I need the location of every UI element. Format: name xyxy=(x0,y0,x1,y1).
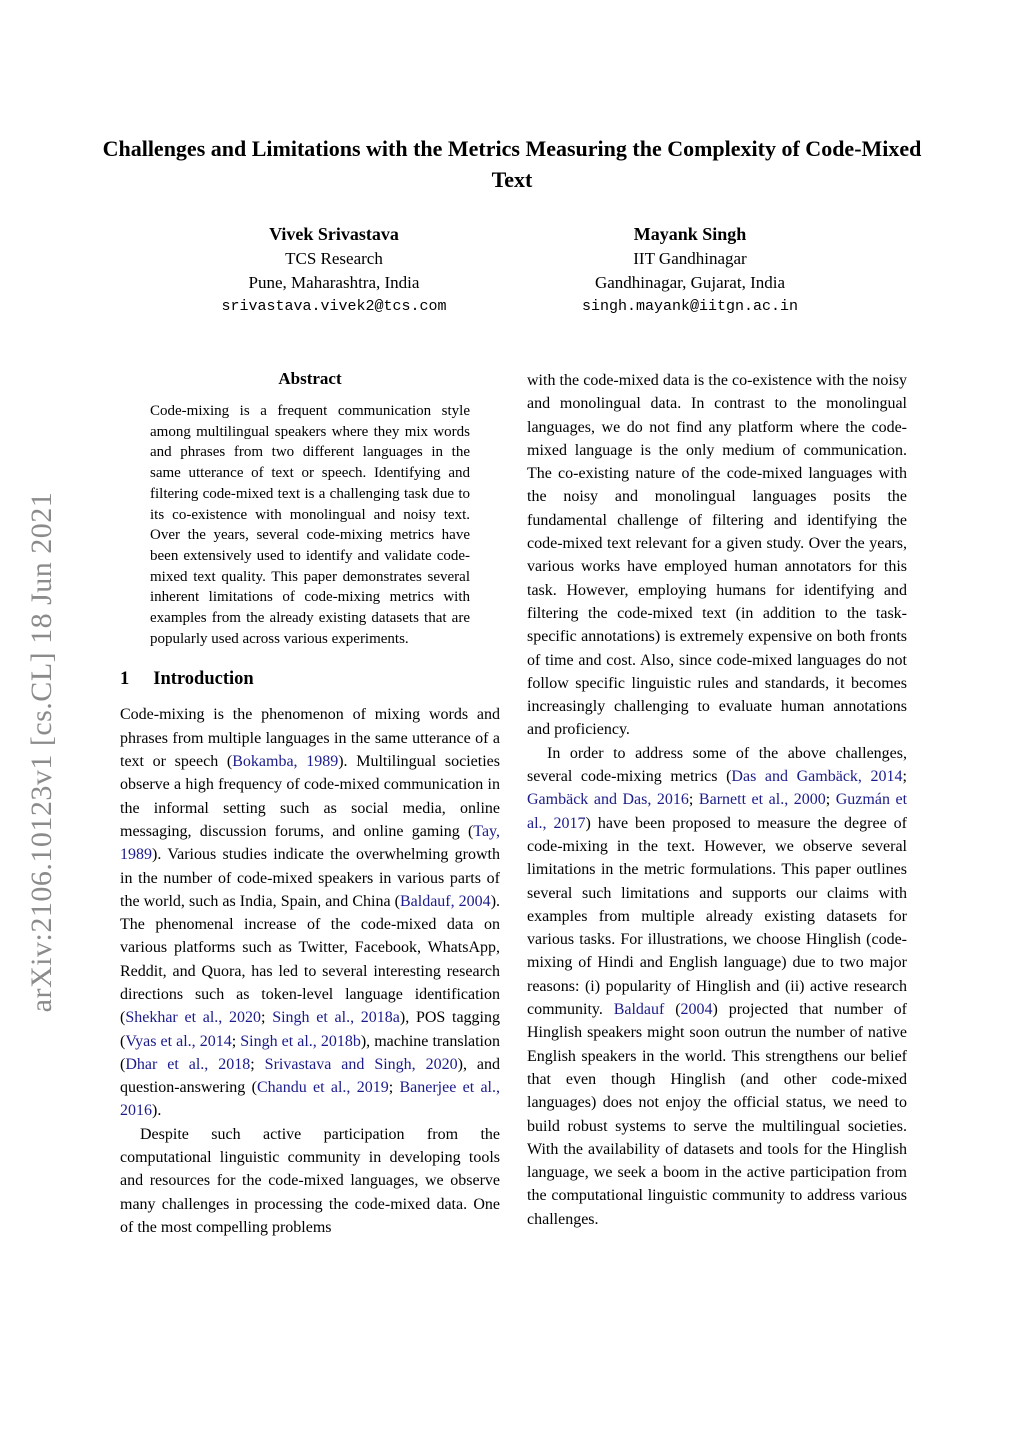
citation-link[interactable]: Vyas et al., 2014 xyxy=(125,1032,232,1050)
paragraph-text: ), POS tagging ( xyxy=(120,1009,500,1050)
citation-link[interactable]: Chandu et al., 2019 xyxy=(256,1079,389,1097)
paragraph-text: ; xyxy=(902,768,907,786)
citation-link[interactable]: Das and Gambäck, 2014 xyxy=(731,768,903,786)
author-1 xyxy=(156,222,512,319)
citation-link[interactable]: Gambäck and Das, 2016 xyxy=(527,791,689,809)
arxiv-watermark: arXiv:2106.10123v1 [cs.CL] 18 Jun 2021 xyxy=(25,491,58,1013)
citation-link[interactable]: Baldauf xyxy=(613,1001,665,1019)
left-column xyxy=(120,369,500,1239)
citation-link[interactable]: Dhar et al., 2018 xyxy=(125,1055,251,1073)
citation-link[interactable]: Shekhar et al., 2020 xyxy=(125,1009,262,1027)
paragraph-text: ). xyxy=(152,1102,162,1120)
citation-link[interactable]: Baldauf, 2004 xyxy=(399,892,491,910)
intro-paragraph-1 xyxy=(120,703,500,1122)
section-title: Introduction xyxy=(153,669,254,690)
author-2 xyxy=(512,222,868,319)
citation-link[interactable]: Bokamba, 1989 xyxy=(232,753,339,771)
paragraph-text: ( xyxy=(664,1001,681,1019)
two-column-body xyxy=(0,369,1024,1239)
paper-title: Challenges and Limitations with the Metrics Measuring the Complexity of Code-Mixed Text xyxy=(102,136,922,192)
author-1-name: Vivek Srivastava xyxy=(269,224,399,244)
citation-link[interactable]: Singh et al., 2018b xyxy=(240,1032,361,1050)
paragraph-text: ). Various studies indicate the overwhelming growth in the number of code-mixed speakers in various parts of the world, such as India, Spain, and China ( xyxy=(120,846,500,910)
right-paragraph-2 xyxy=(527,742,907,1231)
abstract-text: Code-mixing is a frequent communication style among multilingual speakers where they mix words and phrases from two different languages in the same utterance of text or speech. Identifying and filtering code-mixed text is a challenging task due to its co-existence with monolingual and noisy text. Over the years, several code-mixing metrics have been extensively used to identify and validate code-mixed text quality. This paper demonstrates several inherent limitations of code-mixing metrics with examples from the already existing datasets that are popularly used across various experiments. xyxy=(150,403,470,647)
paragraph-text: ) have been proposed to measure the degree of code-mixing in the text. However, we observe several limitations in the metric formulations. This paper outlines several such limitations and supports our claims with examples from multiple already existing datasets for various tasks. For illustrations, we choose Hinglish (code-mixing of Hindi and English language) due to two major reasons: (i) popularity of Hinglish and (ii) active research community. xyxy=(527,814,907,1019)
author-2-address: Gandhinagar, Gujarat, India xyxy=(594,273,786,292)
paragraph-text: ; xyxy=(261,1009,273,1027)
paragraph-text: ; xyxy=(250,1055,265,1073)
right-paragraph-1 xyxy=(527,369,907,742)
author-2-email-link[interactable]: singh.mayank@iitgn.ac.in xyxy=(581,298,799,315)
paragraph-text: ). Multilingual societies observe a high frequency of code-mixed communication in the informal setting such as social media, online messaging, discussion forums, and online gaming ( xyxy=(120,753,500,840)
paragraph-text: with the code-mixed data is the co-existence with the noisy and monolingual data. In contrast to the monolingual languages, we do not find any platform where the code-mixed language is the only medium of communication. The co-existing nature of the code-mixed languages with the noisy and monolingual languages posits the fundamental challenge of filtering and identifying the code-mixed text relevant for a given study. Over the years, various works have employed human annotators for this task. However, employing humans for identifying and filtering the code-mixed text (in addition to the task-specific annotations) is extremely expensive on both fronts of time and cost. Also, since code-mixed languages do not follow specific linguistic rules and standards, it becomes increasingly challenging to evaluate human annotations and proficiency. xyxy=(527,372,907,739)
section-number: 1 xyxy=(120,669,130,690)
paragraph-text: Despite such active participation from the computational linguistic community in developing tools and resources for the code-mixed languages, we observe many challenges in processing the code-mixed data. One of the most compelling problems xyxy=(120,1125,500,1236)
author-2-affiliation: IIT Gandhinagar xyxy=(633,249,747,268)
section-heading-introduction xyxy=(120,669,500,690)
paragraph-text: ; xyxy=(388,1079,400,1097)
paragraph-text: In order to address some of the above challenges, several code-mixing metrics ( xyxy=(527,744,907,786)
paragraph-text: ; xyxy=(688,791,699,809)
citation-link[interactable]: Singh et al., 2018a xyxy=(272,1009,400,1027)
citation-link[interactable]: Srivastava and Singh, 2020 xyxy=(264,1055,458,1073)
right-column xyxy=(527,369,907,1239)
abstract-heading: Abstract xyxy=(278,369,342,388)
paragraph-text: ). The phenomenal increase of the code-mixed data on various platforms such as Twitter, Facebook, WhatsApp, Reddit, and Quora, has led to several interesting research directions such as token-level language identification ( xyxy=(120,892,501,1027)
author-2-name: Mayank Singh xyxy=(633,224,747,244)
citation-link[interactable]: Tay, 1989 xyxy=(120,822,500,864)
author-1-affiliation: TCS Research xyxy=(285,249,383,268)
citation-link[interactable]: Guzmán et al., 2017 xyxy=(527,791,908,832)
paragraph-text: ; xyxy=(825,791,836,809)
author-block xyxy=(0,222,1024,319)
intro-paragraph-2 xyxy=(120,1123,500,1239)
citation-link[interactable]: Barnett et al., 2000 xyxy=(698,791,826,809)
author-1-email-link[interactable]: srivastava.vivek2@tcs.com xyxy=(221,298,447,315)
paragraph-text: ) projected that number of Hinglish speakers might soon outrun the number of native English speakers in the world. This strengthens our belief that even though Hinglish (and other code-mixed languages) does not enjoy the official status, we need to build robust systems to serve the multilingual societies. With the availability of datasets and tools for the Hinglish language, we seek a boom in the active participation from the computational linguistic community to address various challenges. xyxy=(527,1001,908,1228)
paragraph-text: ), machine translation ( xyxy=(120,1032,501,1073)
paragraph-text: ; xyxy=(231,1032,241,1050)
paragraph-text: ), and question-answering ( xyxy=(120,1055,501,1097)
author-1-address: Pune, Maharashtra, India xyxy=(248,273,420,292)
paragraph-text: Code-mixing is the phenomenon of mixing words and phrases from multiple languages in the same utterance of a text or speech ( xyxy=(120,706,500,771)
citation-link[interactable]: Banerjee et al., 2016 xyxy=(120,1079,500,1120)
citation-link[interactable]: 2004 xyxy=(680,1001,713,1019)
